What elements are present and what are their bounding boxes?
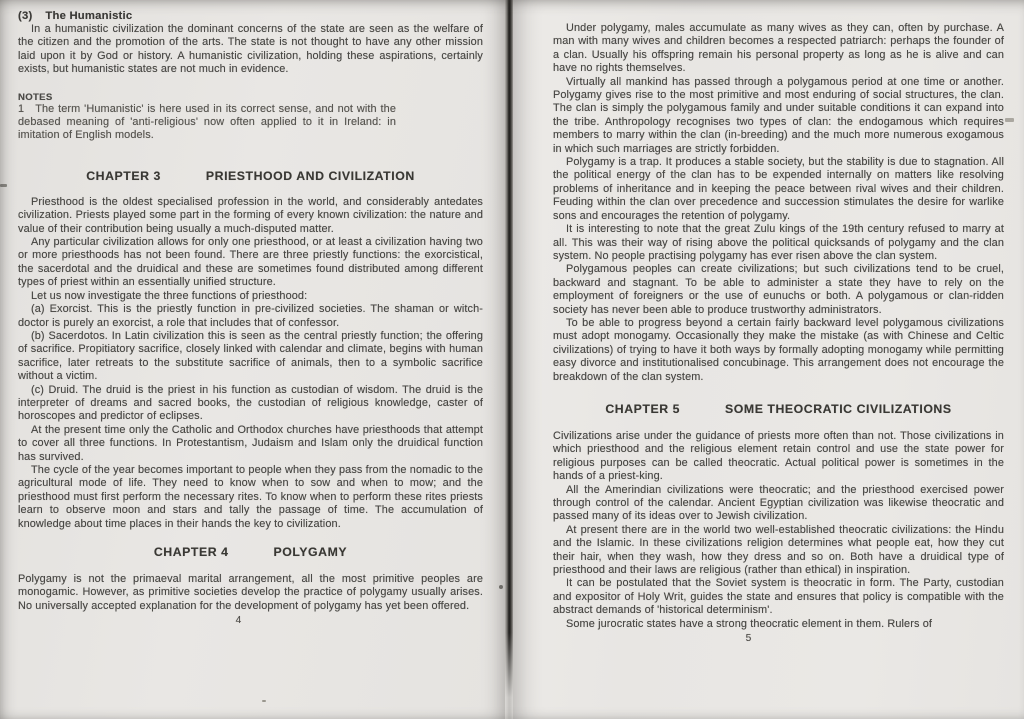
paragraph: Polygamy is not the primaeval marital arrangement, all the most primitive peoples are monogamic. However, as primitive societies develop the practice of polygamy usually arises. No universally accepted explanation for the development of polygamy has yet been offered. (18, 573, 483, 612)
section-heading-marker: (3) (18, 10, 33, 22)
page-number: 4 (235, 615, 242, 627)
chapter-number: CHAPTER 3 (86, 168, 161, 183)
paragraph: It is interesting to note that the great Zulu kings of the 19th century refused to marry at all. This was their way of rising above the political quicksands of polygamy and the clan system. No people practising polygamy has ever risen above the clan system. (553, 223, 1004, 262)
paragraph: In a humanistic civilization the dominant concerns of the state are seen as the welfare of the citizen and the promotion of the arts. The state is not thought to have any other mission laid upon it by God or history. A humanistic civilization, holding these aspirations, certainly exists, but humanistic states are not much in evidence. (18, 23, 483, 76)
chapter-title: POLYGAMY (273, 545, 348, 559)
section-heading (18, 9, 483, 23)
chapter-title: PRIESTHOOD AND CIVILIZATION (205, 168, 415, 183)
paragraph: Virtually all mankind has passed through a polygamous period at one time or another. Polygamy gives rise to the most primitive and most enduring of social structures, the clan. The clan is simply the polygamous family and under suitable conditions it can expand into the tribe. Anthropology recognises two types of clan: the endogamous which requires members to marry within the clan (in-breeding) and the much more numerous exogamous in which such marriages are strictly forbidden. (553, 75, 1004, 155)
paragraph: It can be postulated that the Soviet system is theocratic in form. The Party, custodian and expositor of Holy Writ, guides the state and ensures that policy is compatible with the abstract demands of 'historical determinism'. (553, 577, 1004, 617)
chapter-title: SOME THEOCRATIC CIVILIZATIONS (725, 401, 952, 416)
chapter-number: CHAPTER 5 (605, 401, 681, 416)
paragraph: At the present time only the Catholic and Orthodox churches have priesthoods that attempt to cover all three functions. In Protestantism, Judaism and Islam only the druidical function has survived. (18, 423, 483, 463)
footnote (18, 103, 396, 143)
chapter-heading (18, 169, 483, 184)
paragraph: Let us now investigate the three functions of priesthood: (31, 289, 308, 302)
paragraph: Priesthood is the oldest specialised profession in the world, and considerably antedates civilization. Priests played some part in the forming of every known civilization: the nature and value of their contribution being usually a much-disputed matter. (18, 195, 483, 235)
notes-label: NOTES (18, 91, 53, 103)
chapter-heading (18, 545, 483, 560)
paragraph: At present there are in the world two well-established theocratic civilizations: the Hindu and the Islamic. In these civilizations religion determines what people eat, how they cut their hair, when they wash, how they dress and so on. Both have a druidical type of priesthood and their laws are religious (rather than ethical) in inspiration. (553, 523, 1004, 577)
paragraph: (c) Druid. The druid is the priest in his function as custodian of wisdom. The druid is the interpreter of dreams and sacred books, the custodian of religious knowledge, caster of horoscopes and predictor of eclipses. (18, 383, 483, 423)
paragraph: Some jurocratic states have a strong theocratic element in them. Rulers of (566, 617, 933, 630)
paragraph: Under polygamy, males accumulate as many wives as they can, often by purchase. A man with many wives and children becomes a respected patriarch: perhaps the founder of a clan. Usually his offspring remain his personal property as long as he is alive and can have no rights themselves. (553, 22, 1004, 75)
paragraph: Any particular civilization allows for only one priesthood, or at least a civilization having two or more priesthoods has not been found. There are three priestly functions: the exorcistical, the sacerdotal and the druidical and these are sometimes found distributed among different types of priest within an essentially unified structure. (18, 236, 483, 289)
chapter-heading (553, 402, 1004, 417)
page-number: 5 (745, 633, 752, 645)
paragraph: (b) Sacerdotos. In Latin civilization this is seen as the central priestly function; the offering of sacrifice. Propitiatory sacrifice, closely linked with calendar and climate, begins with human sacrifice, later retreats to the substitute sacrifice of animals, then to a symbolic sacrifice without a victim. (18, 329, 483, 383)
paragraph: Polygamy is a trap. It produces a stable society, but the stability is due to stagnation. All the political energy of the clan has to be expended internally on matters like resolving problems of inheritance and in keeping the peace between rival wives and their children. Feuding within the clan over precedence and succession stimulates the desire for warlike sons and encourages the retention of polygamy. (553, 156, 1004, 222)
notes-block (18, 92, 396, 143)
paragraph: All the Amerindian civilizations were theocratic; and the priesthood exercised power through control of the calendar. Ancient Egyptian civilization was likewise theocratic and passed many of its ideas over to Jewish civilization. (553, 483, 1004, 523)
paragraph: The cycle of the year becomes important to people when they pass from the nomadic to the agricultural mode of life. They need to know when to sow and when to mow; and the priesthood must first perform the necessary rites. To know when to perform these rites priests learn to observe moon and stars and tally the passage of time. The accumulation of knowledge about time places in their hands the key to civilization. (18, 463, 483, 530)
paragraph: To be able to progress beyond a certain fairly backward level polygamous civilizations must adopt monogamy. Occasionally they make the mistake (as with Chinese and Celtic civilizations) of trying to have it both ways by formally adopting monogamy while permitting easy divorce and institutionalised concubinage. This arrangement does not encourage the breakdown of the clan system. (553, 316, 1004, 383)
section-heading-text: The Humanistic (45, 10, 133, 22)
left-page (0, 0, 505, 719)
footnote-marker: 1 (18, 102, 25, 115)
footnote-text: The term 'Humanistic' is here used in its correct sense, and not with the debased meaning of 'anti-religious' now often applied to it in Ireland: in imitation of English models. (18, 102, 396, 142)
chapter-number: CHAPTER 4 (153, 545, 229, 559)
paragraph: (a) Exorcist. This is the priestly function in pre-civilized societies. The shaman or witch-doctor is purely an exorcist, a role that includes that of confessor. (18, 303, 483, 329)
book-gutter (505, 0, 513, 719)
paragraph: Polygamous peoples can create civilizations; but such civilizations tend to be cruel, backward and stagnant. To be able to administer a state they have to rely on the employment of foreigners or the use of eunuchs or both. A polygamous or clan-ridden society has never been able to produce trustworthy administrators. (553, 263, 1004, 316)
paragraph: Civilizations arise under the guidance of priests more often than not. Those civilizations in which priesthood and the religious element retain control and use the state power for religious purposes can be called theocratic. Actual political power is sometimes in the hands of a priest-king. (553, 429, 1004, 483)
right-page (513, 0, 1024, 719)
